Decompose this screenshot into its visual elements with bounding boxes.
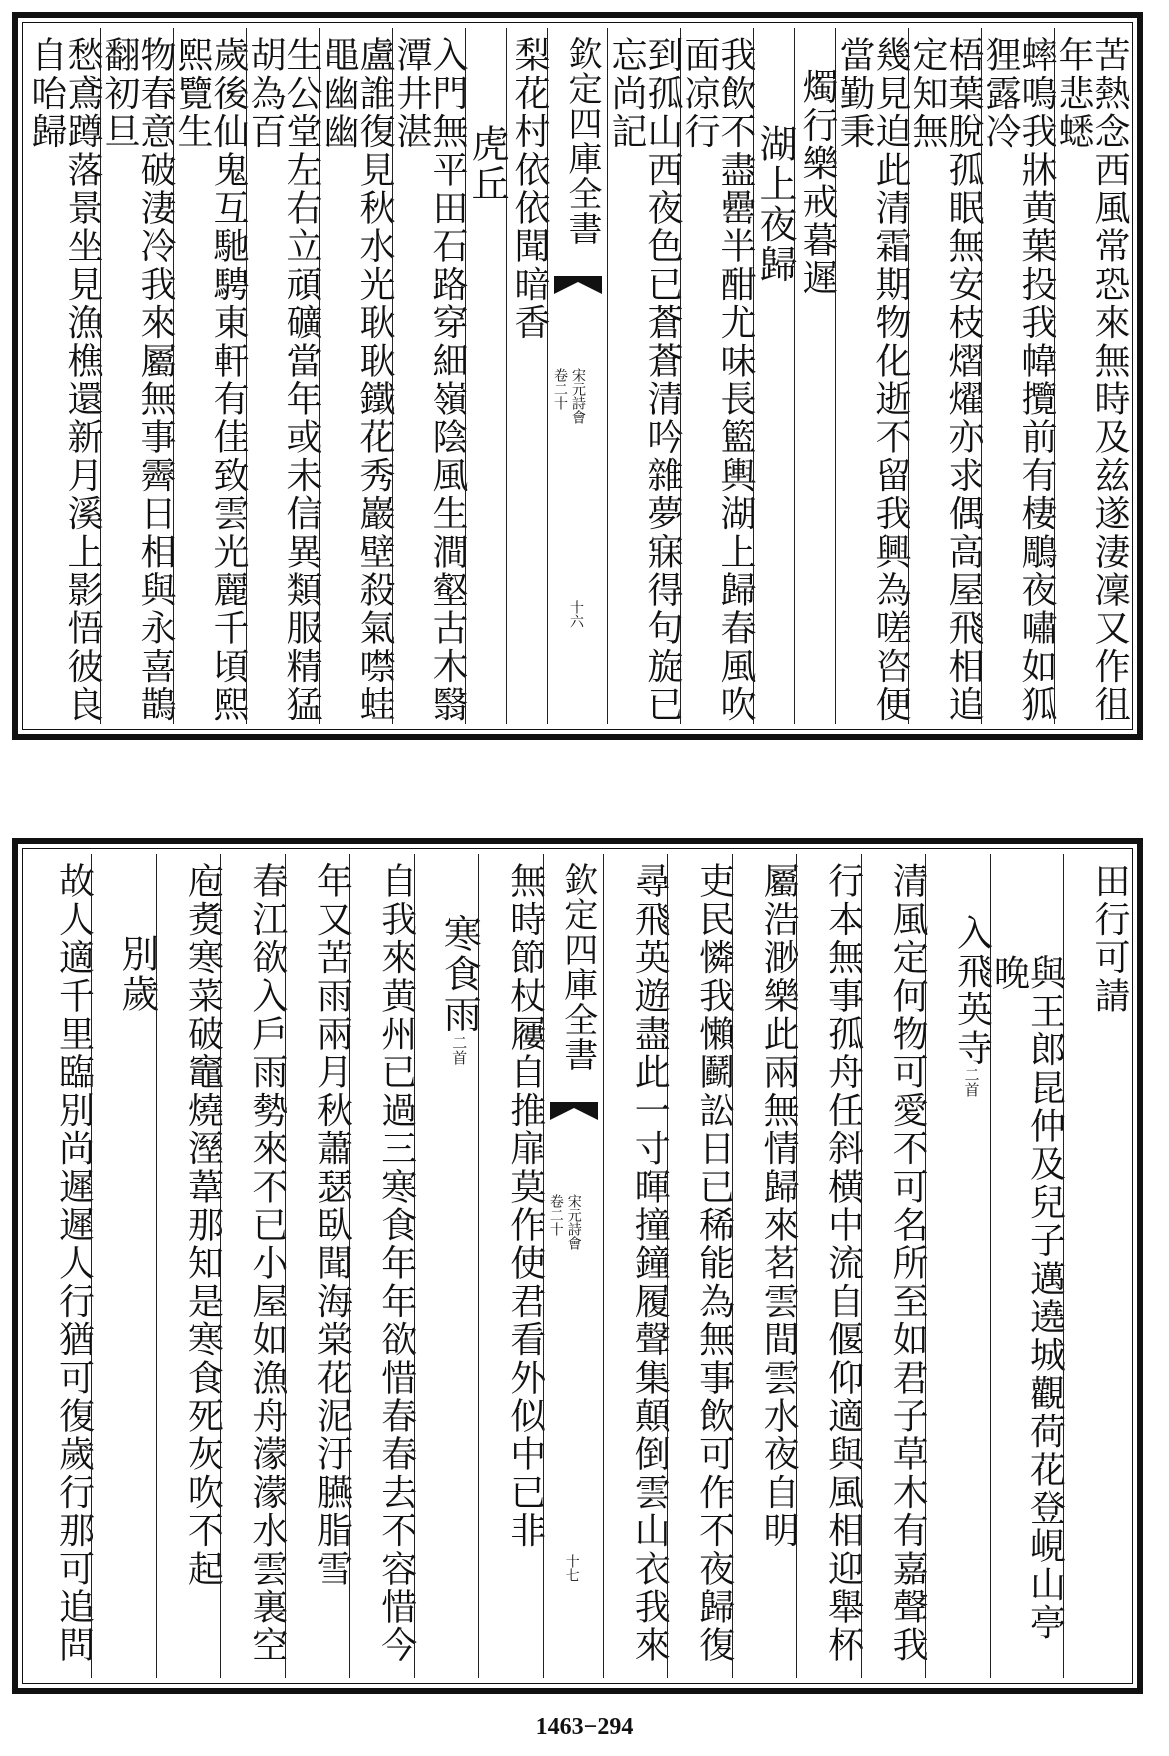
text-column: 燭行樂戒暮遲 — [794, 28, 835, 724]
page-gutter — [543, 854, 603, 1678]
text-column: 清風定何物可愛不可名所至如君子草木有嘉聲我 — [861, 854, 925, 1678]
text-column: 盧誰復見秋水光耿耿鐵花秀巖壁殺氣噤蛙黽幽幽 — [319, 28, 392, 724]
poem-title-enter-feiying-temple — [925, 854, 993, 1678]
text-column: 無時節杖屨自推扉莫作使君看外似中已非 — [478, 854, 542, 1678]
text-column: 自我來黄州已過三寒食年年欲惜春春去不容惜今 — [349, 854, 413, 1678]
poem-count-note: 二首 — [450, 1034, 469, 1065]
text-column: 屬浩渺樂此兩無情歸來茗雲間雲水夜自明 — [732, 854, 796, 1678]
text-column: 田行可請 — [1063, 854, 1127, 1678]
gutter-volume: 卷二十 — [552, 368, 568, 410]
poem-title-tiger-hill: 虎丘 — [465, 28, 506, 724]
text-column: 年又苦雨兩月秋蕭瑟臥聞海棠花泥汙臙脂雪 — [285, 854, 349, 1678]
text-column: 物春意破淒冷我來屬無事霽日相與永喜鵲翻初旦 — [100, 28, 173, 724]
text-column: 庖煑寒菜破竈燒溼葦那知是寒食死灰吹不起 — [156, 854, 220, 1678]
text-column: 故人適千里臨別尚遲遲人行猶可復歲行那可追問 — [53, 862, 95, 1665]
text-column: 愁鳶蹲落景坐見漁樵還新月溪上影悟彼良自咍歸 — [26, 36, 103, 724]
title-text: 寒食雨 — [437, 914, 482, 1035]
poem-title-farewell-year: 別歲 — [91, 854, 155, 1678]
gutter-series: 宋元詩會 — [565, 1194, 582, 1250]
gutter-folio: 十六 — [568, 600, 584, 628]
top-page — [12, 12, 1143, 740]
text-column: 苦熱念西風常恐來無時及兹遂淒凜又作徂年悲蟋 — [1054, 28, 1127, 724]
fish-tail-mark-icon — [550, 1102, 598, 1142]
text-column: 歲後仙鬼互馳騁東軒有佳致雲光麗千頃熙熙覽生 — [173, 28, 246, 724]
gutter-series: 宋元詩會 — [570, 368, 586, 424]
poem-title-cold-food-rain — [414, 854, 482, 1678]
text-column: 吏民憐我懶鬬訟日已稀能為無事飲可作不夜歸復 — [667, 854, 731, 1678]
text-column: 行本無事孤舟任斜横中流自偃仰適與風相迎舉杯 — [796, 854, 860, 1678]
text-column: 梧葉脫孤眠無安枝熠燿亦求偶高屋飛相追定知無 — [908, 28, 981, 724]
text-column: 我飲不盡罍半酣尤味長籃輿湖上歸春風吹面凉行 — [680, 28, 753, 724]
text-column: 到孤山西夜色已蒼蒼清吟雜夢寐得句旋已忘尚記 — [607, 28, 680, 724]
bottom-page — [12, 838, 1143, 1694]
poem-count-note: 二首 — [962, 1066, 981, 1097]
page-gutter — [547, 28, 607, 724]
fish-tail-mark-icon — [554, 276, 602, 316]
page-number: 1463−294 — [535, 1714, 634, 1740]
bottom-page-columns — [28, 854, 1130, 1678]
text-column: 尋飛英遊盡此一寸暉撞鐘履聲集顛倒雲山衣我來 — [603, 854, 667, 1678]
gutter-folio: 十七 — [563, 1554, 580, 1582]
gutter-title: 欽定四庫全書 — [562, 36, 602, 246]
text-column: 幾見迫此清霜期物化逝不留我興為嗟咨便當勤秉 — [835, 28, 908, 724]
poem-title-lotus-viewing: 與王郎昆仲及兒子邁遶城觀荷花登峴山亭晚 — [990, 854, 1063, 1678]
text-column: 蟀鳴我牀黄葉投我幃攬前有棲鵰夜嘯如狐狸露冷 — [981, 28, 1054, 724]
text-column: 春江欲入戶雨勢來不已小屋如漁舟濛濛水雲裏空 — [220, 854, 284, 1678]
poem-title-lake-night-return: 湖上夜歸 — [753, 28, 794, 724]
gutter-title: 欽定四庫全書 — [557, 862, 598, 1072]
text-column: 梨花村依依聞暗香 — [506, 28, 547, 724]
title-text: 入飛英寺 — [951, 914, 993, 1067]
text-column: 入門無平田石路穿細嶺陰風生澗壑古木翳潭井湛 — [392, 28, 465, 724]
gutter-volume: 卷二十 — [547, 1194, 564, 1236]
text-column: 生公堂左右立頑礦當年或未信異類服精猛胡為百 — [246, 28, 319, 724]
top-page-columns — [26, 28, 1130, 724]
